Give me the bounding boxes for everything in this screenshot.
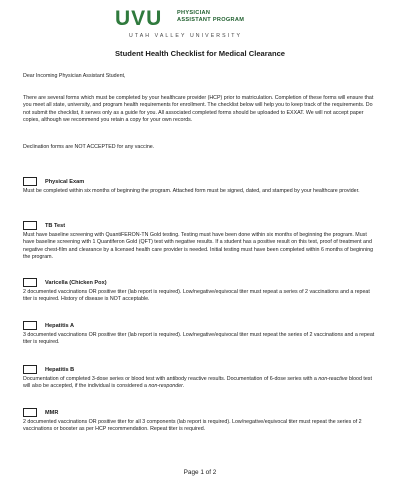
uvu-logo: [115, 8, 285, 42]
declination-note: Declination forms are NOT ACCEPTED for any vaccine.: [23, 144, 155, 150]
item-description-emphasis: non-responder: [148, 383, 183, 390]
item-description: Must have baseline screening with QuantiFERON-TN Gold testing. Testing must have been done within six months of beginning the program. Must have baseline screening with 1 Quantiferon Gold (QFT) test with negative results. If a student has a positive result on this test, proof of treatment and negative chest-film and clearance by a licensed health care provider is needed. Initial testing must have been completed within 6 months of beginning the program.: [23, 232, 374, 260]
item-description: 2 documented vaccinations OR positive titer (lab report is required). Low/negative/equivocal titer must repeat a series of 2 vaccinations and a repeat titer is required. History of disease is NOT acceptable.: [23, 289, 370, 303]
document-title: Student Health Checklist for Medical Clearance: [114, 49, 286, 58]
item-description: [23, 376, 379, 391]
checkbox[interactable]: [23, 177, 37, 186]
item-title: Hepatitis A: [45, 323, 75, 329]
greeting: Dear Incoming Physician Assistant Student,: [23, 73, 126, 79]
item-title: Varicella (Chicken Pox): [45, 280, 107, 286]
logo-brand: UVU: [115, 7, 163, 30]
item-description-part: Documentation of completed 3-dose series or blood test with antibody reactive results. Documentation of 6-dose series with a: [23, 376, 319, 382]
item-title: MMR: [45, 410, 59, 416]
logo-program: [177, 10, 244, 24]
intro-paragraph: There are several forms which must be completed by your healthcare provider (HCP) prior to matriculation. Completion of these forms will ensure that you meet all state, university, and program health requirements for enrollment. The checklist below will help you to keep track of the requirements. Do not submit the checklist, it serves only as a guide for you. All associated completed forms should be uploaded to EXXAT. We will not accept paper copies, although we recommend you retain a copy for your own records.: [23, 95, 374, 123]
logo-program-line1: PHYSICIAN: [177, 10, 211, 16]
item-description-emphasis: non-reactive: [318, 376, 348, 382]
item-description: Must be completed within six months of beginning the program. Attached form must be signed, dated, and stamped by your healthcare provider.: [23, 188, 360, 194]
item-title: Physical Exam: [45, 179, 85, 185]
logo-university: UTAH VALLEY UNIVERSITY: [129, 33, 243, 39]
item-description: 3 documented vaccinations OR positive titer (lab report is required). Low/negative/equivocal titer must repeat the series of 2 vaccinations and a repeat titer is required.: [23, 332, 375, 346]
item-description-part: blood test will also be accepted, if the individual is considered a: [23, 376, 372, 390]
item-title: TB Test: [45, 223, 66, 229]
checkbox[interactable]: [23, 221, 37, 230]
item-description: 2 documented vaccinations OR positive titer for all 3 components (lab report is required). Low/negative/equivocal titer must repeat the series of 2 vaccinations or booster as per HCP recommendation. Repeat titer is required.: [23, 419, 362, 433]
logo-program-line2: ASSISTANT PROGRAM: [177, 17, 245, 23]
page-number: Page 1 of 2: [183, 469, 217, 476]
checkbox[interactable]: [23, 408, 37, 417]
checkbox[interactable]: [23, 365, 37, 374]
item-description-part: .: [182, 383, 185, 390]
item-title: Hepatitis B: [45, 367, 75, 373]
checkbox[interactable]: [23, 278, 37, 287]
checkbox[interactable]: [23, 321, 37, 330]
